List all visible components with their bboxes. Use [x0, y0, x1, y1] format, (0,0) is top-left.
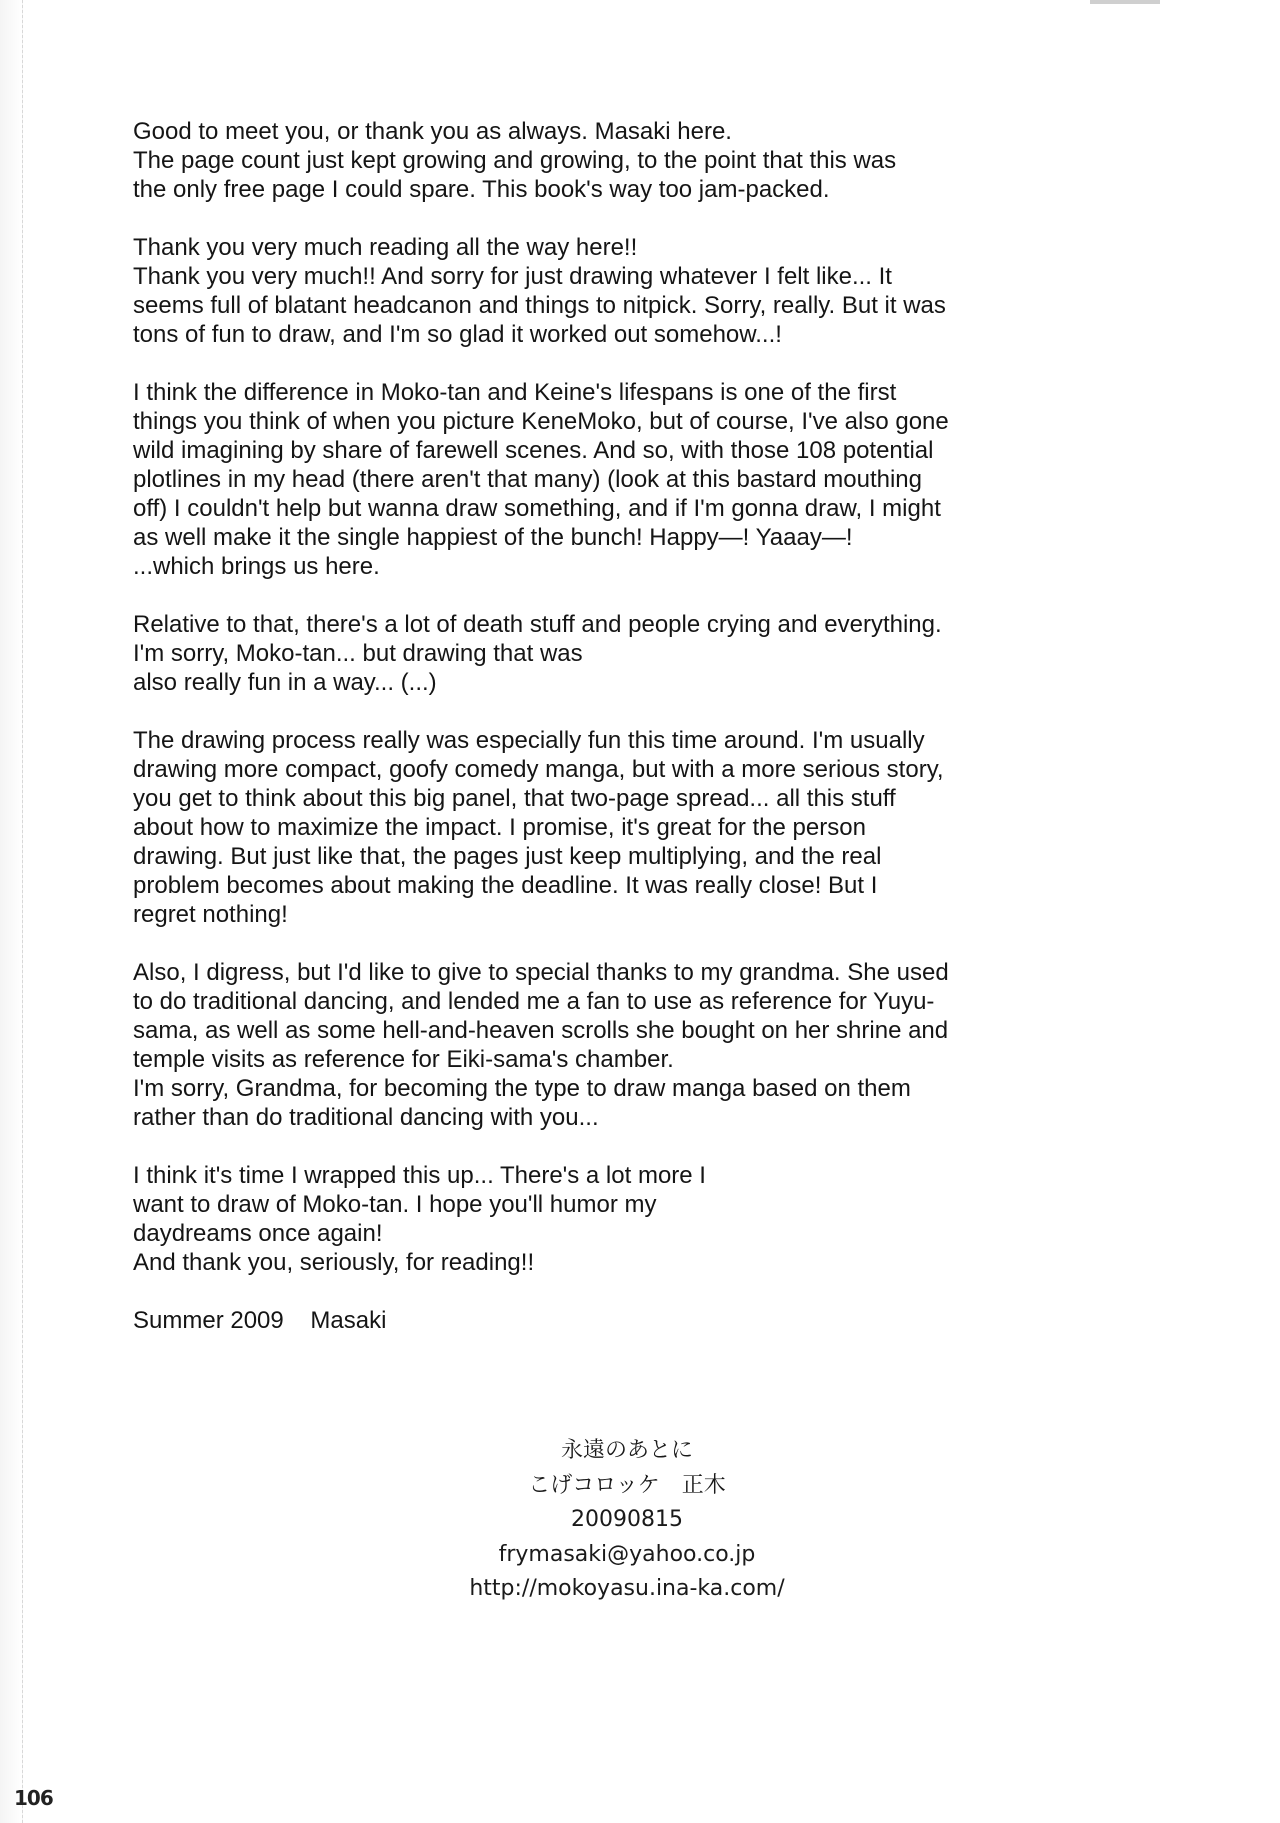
- paragraph-closing: [133, 1161, 1013, 1277]
- text-line: And thank you, seriously, for reading!!: [133, 1249, 535, 1276]
- text-line: the only free page I could spare. This book's way too jam-packed.: [133, 176, 830, 203]
- text-line: plotlines in my head (there aren't that many) (look at this bastard mouthing: [133, 466, 922, 493]
- text-line: problem becomes about making the deadline. It was really close! But I: [133, 872, 878, 899]
- text-line: off) I couldn't help but wanna draw something, and if I'm gonna draw, I might: [133, 495, 941, 522]
- text-line: wild imagining by share of farewell scenes. And so, with those 108 potential: [133, 437, 934, 464]
- paragraph-death-stuff: [133, 610, 1013, 697]
- text-line: regret nothing!: [133, 901, 288, 928]
- paragraph-grandma: [133, 958, 1013, 1132]
- text-line: Thank you very much!! And sorry for just drawing whatever I felt like... It: [133, 263, 892, 290]
- text-line: The drawing process really was especially fun this time around. I'm usually: [133, 727, 925, 754]
- text-line: about how to maximize the impact. I promise, it's great for the person: [133, 814, 866, 841]
- text-line: sama, as well as some hell-and-heaven scrolls she bought on her shrine and: [133, 1017, 949, 1044]
- page-number: 106: [14, 1786, 53, 1810]
- text-line: Relative to that, there's a lot of death stuff and people crying and everything.: [133, 611, 942, 638]
- paragraph-drawing-process: [133, 726, 1013, 929]
- paragraph-lifespans: [133, 378, 1013, 581]
- text-line: I think it's time I wrapped this up... There's a lot more I: [133, 1162, 706, 1189]
- text-line: drawing more compact, goofy comedy manga, but with a more serious story,: [133, 756, 944, 783]
- afterword-text: [133, 117, 1013, 1335]
- text-line: I'm sorry, Grandma, for becoming the type to draw manga based on them: [133, 1075, 911, 1102]
- signature: Summer 2009 Masaki: [133, 1307, 387, 1334]
- text-line: as well make it the single happiest of the bunch! Happy—! Yaaay—!: [133, 524, 853, 551]
- colophon-email: frymasaki@yahoo.co.jp: [498, 1541, 756, 1567]
- text-line: seems full of blatant headcanon and things to nitpick. Sorry, really. But it was: [133, 292, 946, 319]
- text-line: Also, I digress, but I'd like to give to special thanks to my grandma. She used: [133, 959, 949, 986]
- colophon-url: http://mokoyasu.ina-ka.com/: [469, 1576, 785, 1601]
- scan-top-mark: [1090, 0, 1160, 4]
- colophon: [0, 1434, 1254, 1607]
- text-line: Good to meet you, or thank you as always. Masaki here.: [133, 118, 732, 145]
- text-line: things you think of when you picture KeneMoko, but of course, I've also gone: [133, 408, 949, 435]
- text-line: I think the difference in Moko-tan and Keine's lifespans is one of the first: [133, 379, 897, 406]
- colophon-circle-author: こげコロッケ 正木: [528, 1472, 726, 1498]
- paragraph-thanks: [133, 233, 1013, 349]
- text-line: Thank you very much reading all the way here!!: [133, 234, 638, 261]
- text-line: ...which brings us here.: [133, 553, 380, 580]
- colophon-date: 20090815: [571, 1507, 683, 1532]
- text-line: The page count just kept growing and growing, to the point that this was: [133, 147, 897, 174]
- text-line: also really fun in a way... (...): [133, 669, 437, 696]
- text-line: temple visits as reference for Eiki-sama's chamber.: [133, 1046, 674, 1073]
- text-line: drawing. But just like that, the pages just keep multiplying, and the real: [133, 843, 882, 870]
- text-line: want to draw of Moko-tan. I hope you'll humor my: [133, 1191, 657, 1218]
- colophon-title: 永遠のあとに: [560, 1438, 693, 1463]
- text-line: to do traditional dancing, and lended me a fan to use as reference for Yuyu-: [133, 988, 935, 1015]
- text-line: rather than do traditional dancing with you...: [133, 1104, 599, 1131]
- paragraph-greeting: [133, 117, 1013, 204]
- text-line: you get to think about this big panel, that two-page spread... all this stuff: [133, 785, 896, 812]
- text-line: tons of fun to draw, and I'm so glad it worked out somehow...!: [133, 321, 782, 348]
- text-line: I'm sorry, Moko-tan... but drawing that was: [133, 640, 583, 667]
- text-line: daydreams once again!: [133, 1220, 383, 1247]
